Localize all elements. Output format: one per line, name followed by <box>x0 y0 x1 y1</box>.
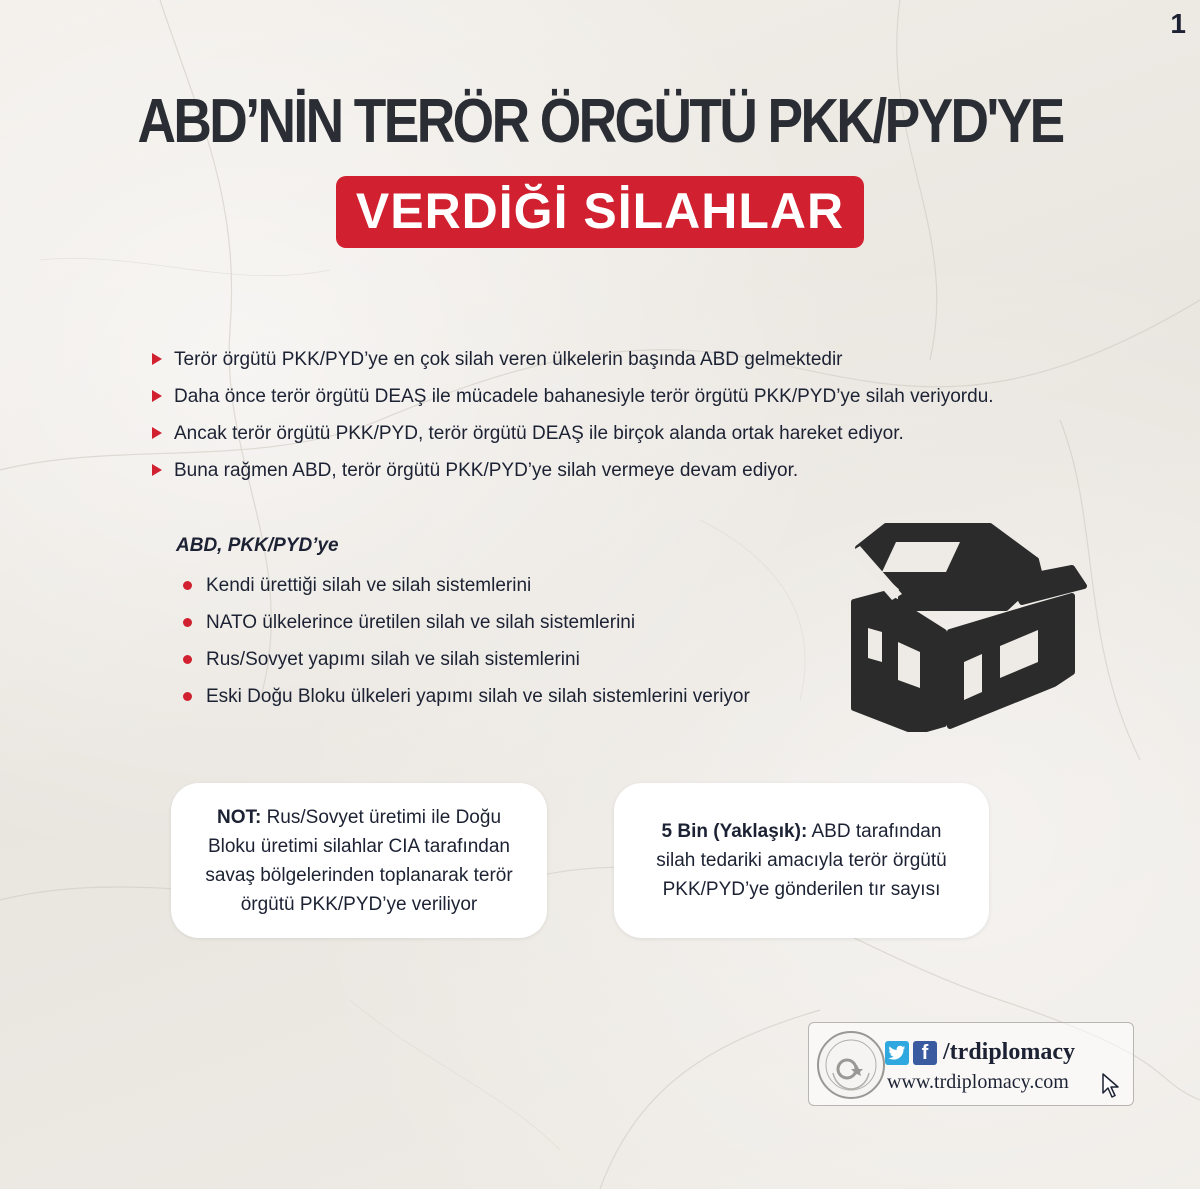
twitter-icon[interactable] <box>885 1041 909 1065</box>
intro-bullet-list <box>150 341 994 489</box>
page-number: 1 <box>1170 8 1186 39</box>
subtitle-banner: VERDİĞİ SİLAHLAR <box>336 176 864 248</box>
note-card <box>171 783 547 938</box>
list-item-text: Eski Doğu Bloku ülkeleri yapımı silah ve silah sistemlerini veriyor <box>206 686 750 707</box>
triangle-bullet-icon <box>152 353 162 365</box>
social-row <box>885 1039 1075 1066</box>
bullet-item <box>150 452 994 489</box>
triangle-bullet-icon <box>152 390 162 402</box>
triangle-bullet-icon <box>152 464 162 476</box>
tr-diplomacy-seal-icon <box>815 1029 887 1101</box>
note-card-content <box>201 803 517 919</box>
bullet-text: Daha önce terör örgütü DEAŞ ile mücadele bahanesiyle terör örgütü PKK/PYD’ye silah veriyordu. <box>174 386 994 407</box>
list-item <box>180 604 750 641</box>
triangle-bullet-icon <box>152 427 162 439</box>
dot-bullet-icon <box>183 581 192 590</box>
list-item <box>180 678 750 715</box>
facebook-icon[interactable]: f <box>913 1041 937 1065</box>
stat-text: ABD tarafından silah tedariki amacıyla terör örgütü PKK/PYD’ye gönderilen tır sayısı <box>656 821 947 900</box>
bullet-item <box>150 415 994 452</box>
subtitle-wrapper <box>0 176 1200 248</box>
bullet-text: Ancak terör örgütü PKK/PYD, terör örgütü DEAŞ ile birçok alanda ortak hareket ediyor. <box>174 423 904 444</box>
footer-brand-box <box>808 1022 1134 1106</box>
bullet-text: Terör örgütü PKK/PYD’ye en çok silah veren ülkelerin başında ABD gelmektedir <box>174 349 843 370</box>
bullet-item <box>150 378 994 415</box>
website-link[interactable]: www.trdiplomacy.com <box>887 1071 1069 1093</box>
bullet-item <box>150 341 994 378</box>
note-label: NOT: <box>216 806 262 828</box>
stat-label: 5 Bin (Yaklaşık): <box>661 821 808 842</box>
note-text: Rus/Sovyet üretimi ile Doğu Bloku üretimi silahlar CIA tarafından savaş bölgelerinden toplanarak terör örgütü PKK/PYD’ye veriliyor <box>205 806 513 915</box>
dot-bullet-icon <box>183 655 192 664</box>
list-item-text: NATO ülkelerince üretilen silah ve silah sistemlerini <box>206 612 636 633</box>
ammo-crate-icon <box>840 512 1100 732</box>
weapons-list <box>180 567 750 715</box>
list-heading: ABD, PKK/PYD’ye <box>176 535 339 556</box>
bullet-text: Buna rağmen ABD, terör örgütü PKK/PYD’ye silah vermeye devam ediyor. <box>174 460 799 481</box>
list-item-text: Rus/Sovyet yapımı silah ve silah sistemlerini <box>206 649 580 670</box>
dot-bullet-icon <box>183 618 192 627</box>
list-item <box>180 641 750 678</box>
list-item-text: Kendi ürettiği silah ve silah sistemlerini <box>206 575 532 596</box>
stat-card-content <box>644 817 959 904</box>
dot-bullet-icon <box>183 692 192 701</box>
stat-card <box>614 783 989 938</box>
page-title: ABD’NİN TERÖR ÖRGÜTÜ PKK/PYD'YE <box>137 87 1063 156</box>
list-item <box>180 567 750 604</box>
mouse-cursor-icon <box>1101 1073 1121 1099</box>
social-handle[interactable]: /trdiplomacy <box>943 1039 1075 1065</box>
